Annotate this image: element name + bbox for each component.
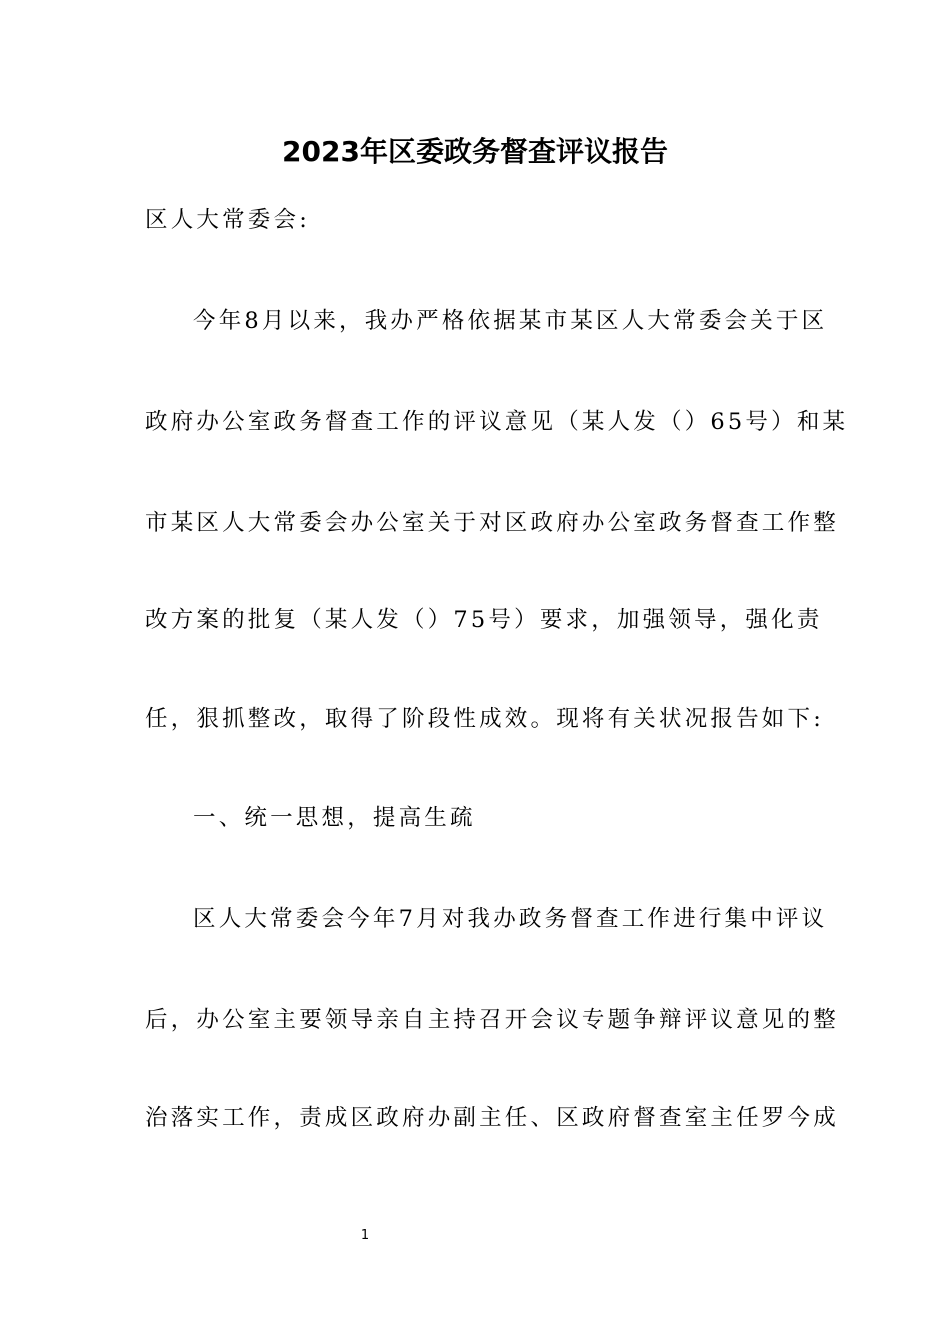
paragraph-1-line-3: 市某区人大常委会办公室关于对区政府办公室政务督查工作整 <box>145 510 839 536</box>
paragraph-1-line-1: 今年8月以来，我办严格依据某市某区人大常委会关于区 <box>193 308 828 334</box>
paragraph-1-line-4: 改方案的批复（某人发（）75号）要求，加强领导，强化责 <box>145 607 823 633</box>
paragraph-1-line-2: 政府办公室政务督查工作的评议意见（某人发（）65号）和某 <box>145 409 849 435</box>
page-number: 1 <box>360 1228 370 1243</box>
paragraph-2-line-2: 后，办公室主要领导亲自主持召开会议专题争辩评议意见的整 <box>145 1007 839 1033</box>
salutation: 区人大常委会: <box>145 207 310 233</box>
paragraph-2-line-1: 区人大常委会今年7月对我办政务督查工作进行集中评议 <box>193 906 828 932</box>
section-heading-1: 一、统一思想，提高生疏 <box>193 805 476 831</box>
paragraph-2-line-3: 治落实工作，责成区政府办副主任、区政府督查室主任罗今成 <box>145 1105 839 1131</box>
paragraph-1-line-5: 任，狠抓整改，取得了阶段性成效。现将有关状况报告如下: <box>145 706 824 732</box>
document-title: 2023年区委政务督查评议报告 <box>282 135 668 168</box>
